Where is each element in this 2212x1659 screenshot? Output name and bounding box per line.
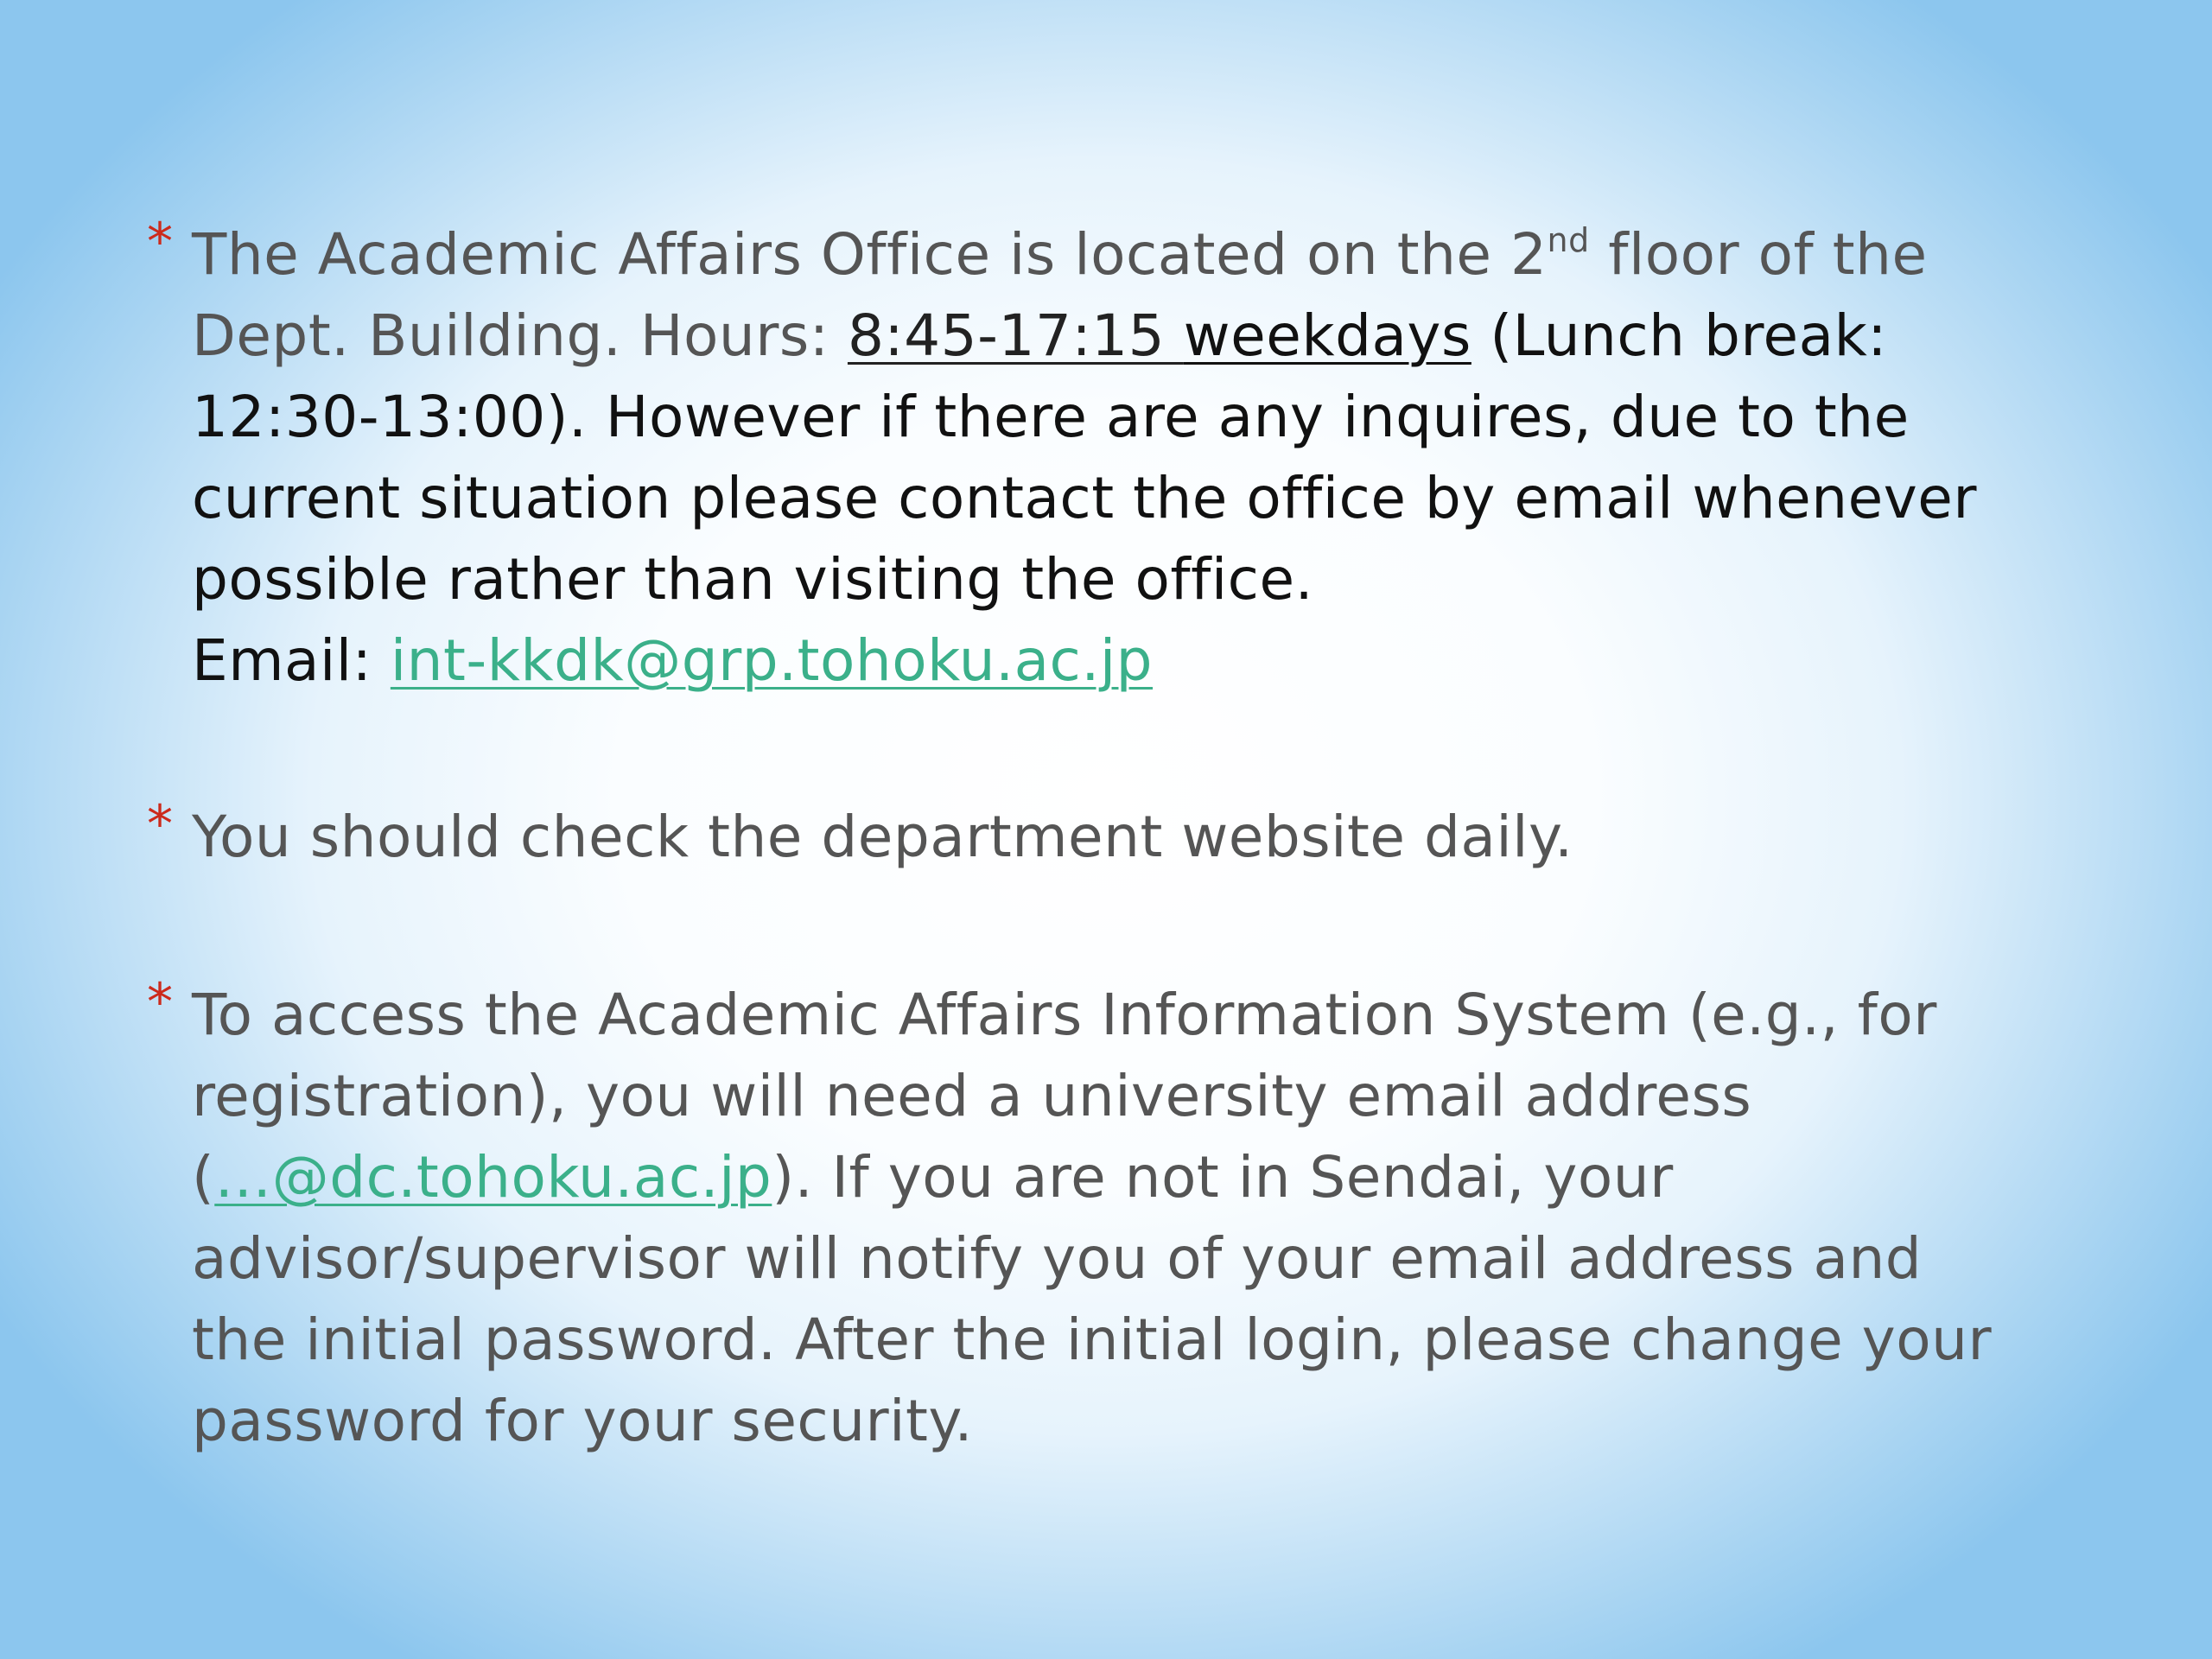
system-line-4: advisor/supervisor will notify you of your email address and — [192, 1225, 1923, 1292]
website-line: You should check the department website daily. — [192, 804, 1573, 870]
ordinal-suffix: nd — [1547, 221, 1590, 259]
system-line-3: (…@dc.tohoku.ac.jp). If you are not in Sendai, your — [192, 1144, 1674, 1211]
office-line-3: 12:30-13:00). However if there are any inquires, due to the — [192, 384, 1910, 450]
university-email-link[interactable]: …@dc.tohoku.ac.jp — [214, 1144, 772, 1211]
office-line-2: Dept. Building. Hours: 8:45-17:15 weekdays (Lunch break: — [192, 302, 1888, 369]
office-line-4: current situation please contact the office by email whenever — [192, 465, 1977, 531]
bullet-system-text — [192, 975, 2117, 1462]
bullet-marker: * — [147, 794, 174, 855]
office-line-5: possible rather than visiting the office. — [192, 546, 1314, 613]
office-weekdays: weekdays — [1183, 302, 1471, 369]
system-line-1: To access the Academic Affairs Information System (e.g., for — [192, 982, 1937, 1048]
office-hours: 8:45-17:15 — [847, 302, 1184, 369]
system-line-6: password for your security. — [192, 1388, 974, 1454]
office-line-1: The Academic Affairs Office is located on the 2nd floor of the — [192, 221, 1928, 288]
office-email-link[interactable]: int-kkdk@grp.tohoku.ac.jp — [390, 627, 1154, 694]
bullet-office-text — [192, 214, 2117, 702]
bullet-information-system — [147, 972, 2117, 1462]
system-line-5: the initial password. After the initial login, please change your — [192, 1306, 1993, 1373]
bullet-website-text — [192, 797, 2117, 878]
bullet-website — [147, 794, 2117, 878]
email-label: Email: — [192, 627, 391, 694]
bullet-office-info — [147, 214, 2117, 702]
system-line-2: registration), you will need a university email address — [192, 1063, 1752, 1129]
bullet-marker: * — [147, 972, 174, 1033]
bullet-marker: * — [147, 212, 174, 272]
office-email-line — [192, 620, 2117, 702]
